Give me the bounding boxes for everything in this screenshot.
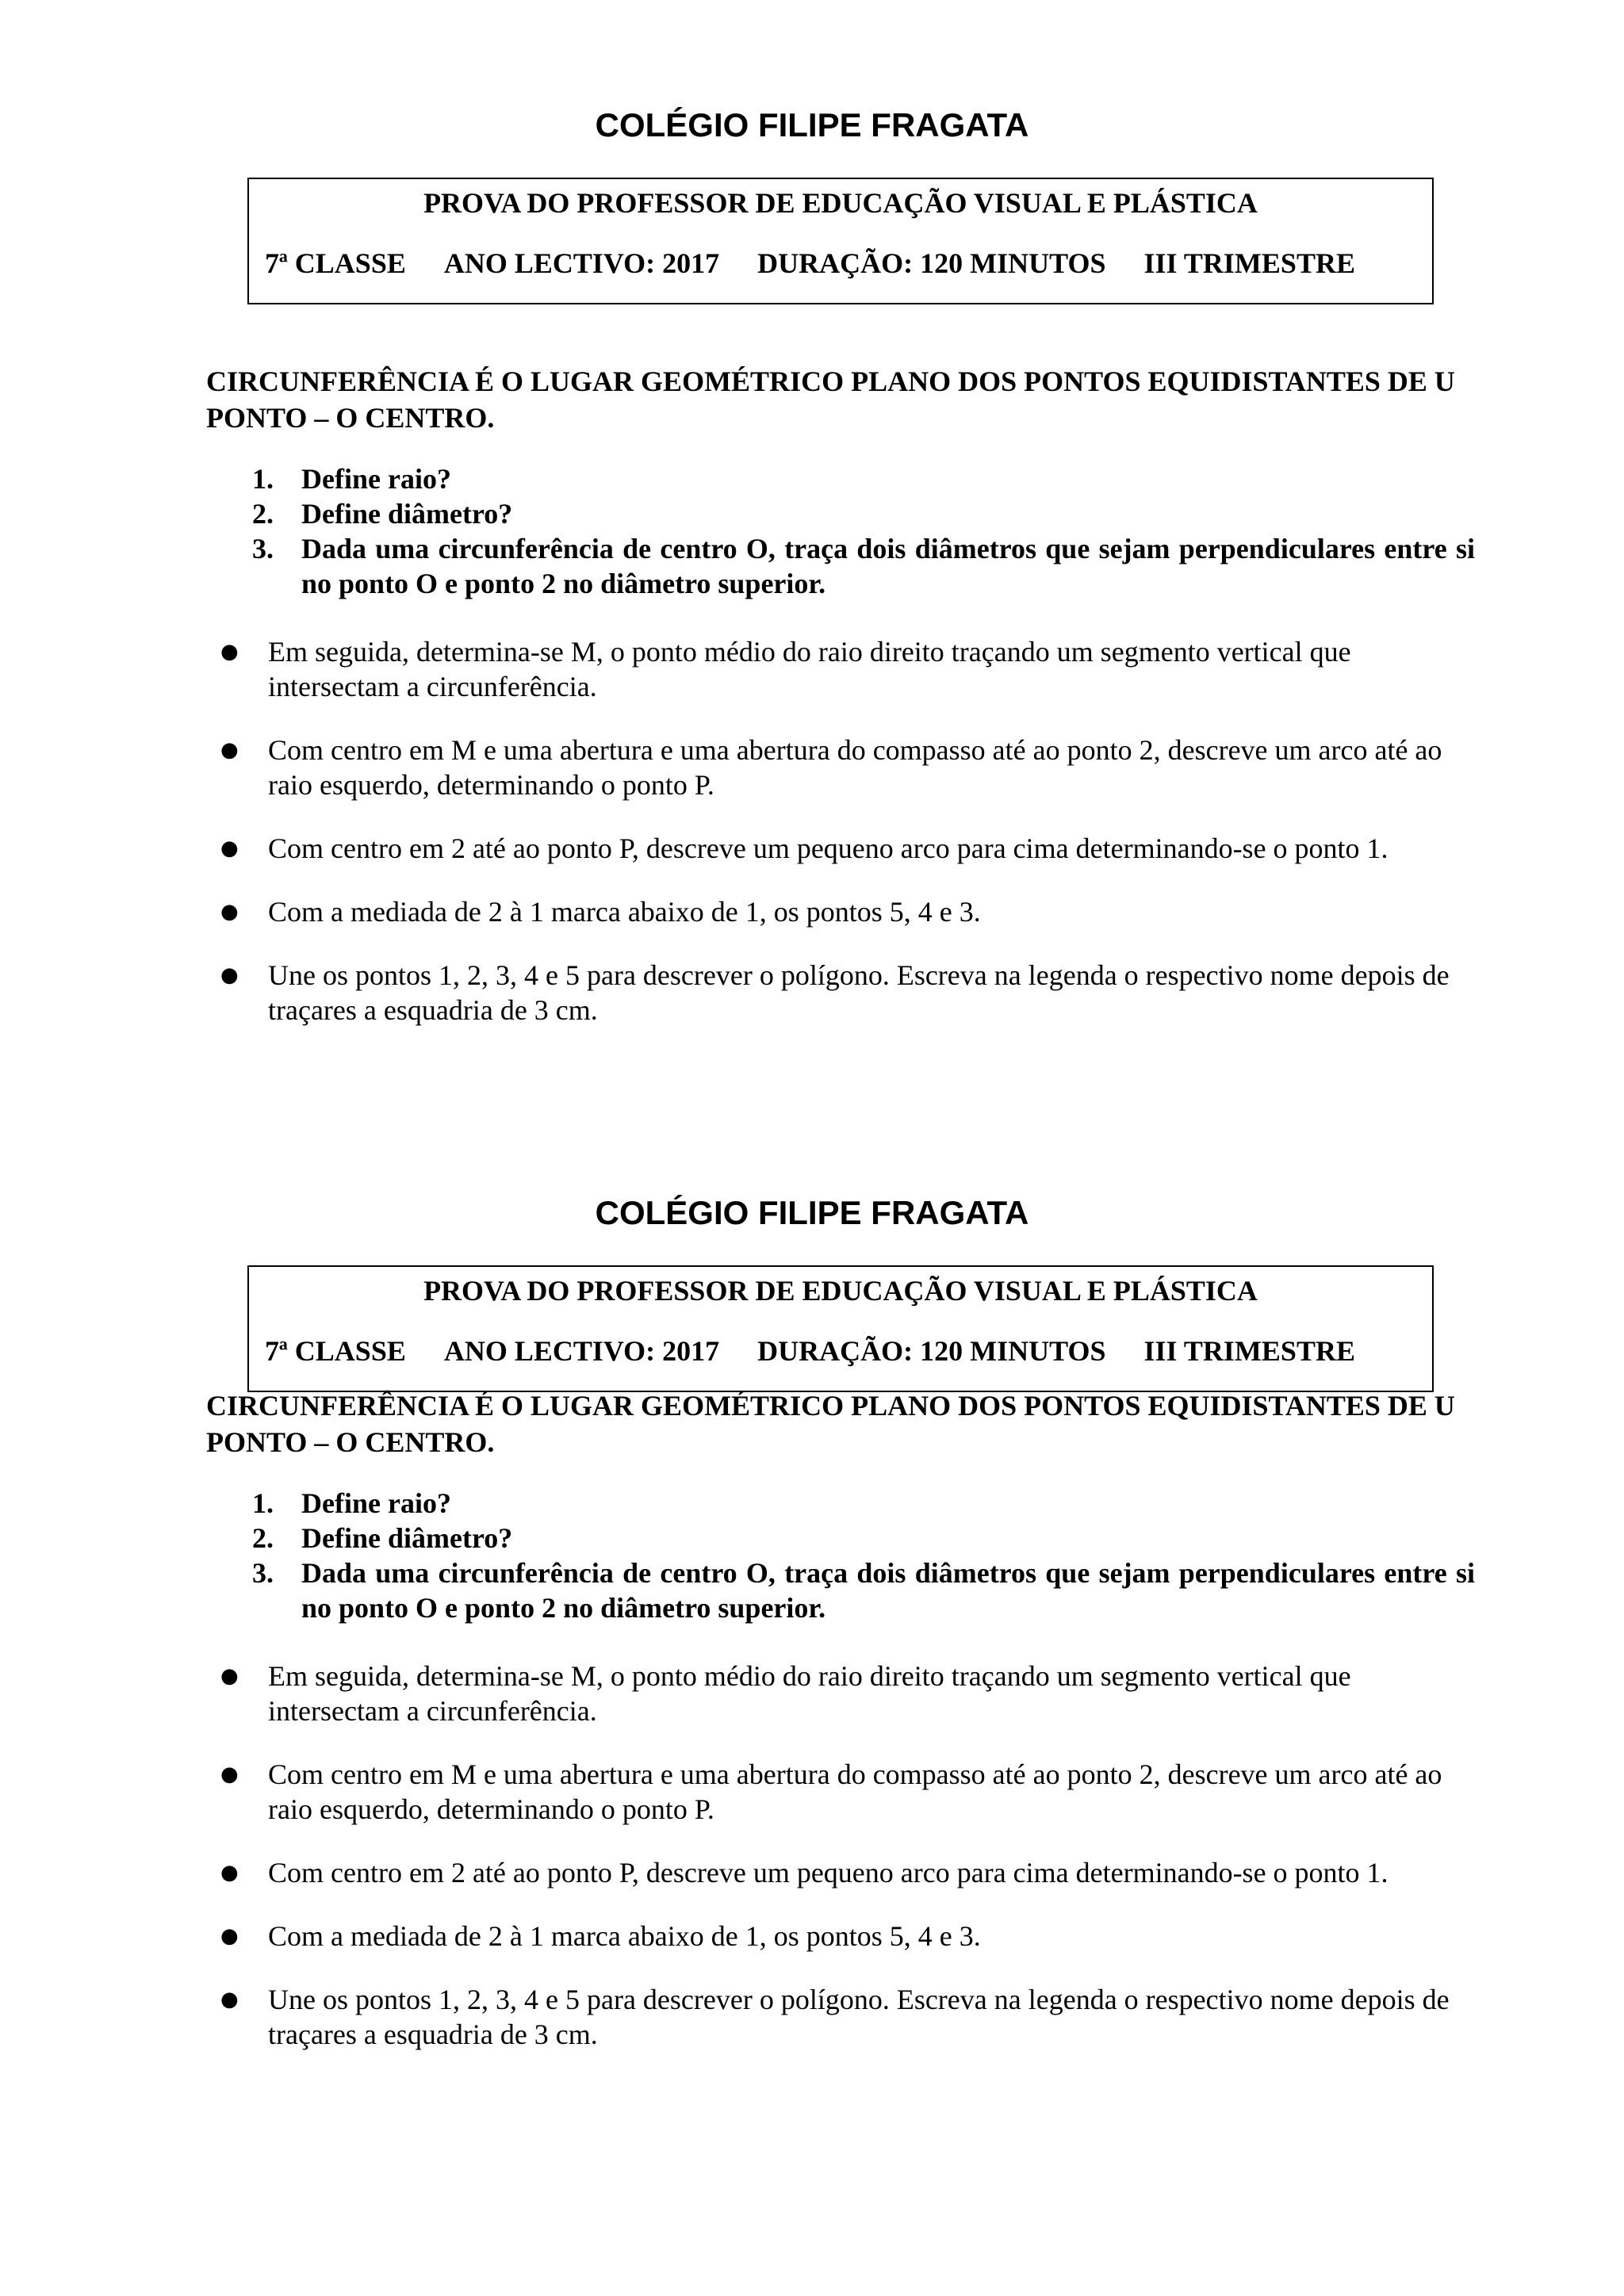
bullet-icon: ● — [220, 1988, 239, 2011]
question-number: 3. — [252, 1557, 274, 1589]
step-text: Em seguida, determina-se M, o ponto médio do raio direito traçando um segmento vertical que intersectam a circunferência. — [268, 1660, 1351, 1727]
exam-header-box — [247, 178, 1434, 304]
bullet-icon: ● — [220, 963, 239, 987]
definition-statement: CIRCUNFERÊNCIA É O LUGAR GEOMÉTRICO PLANO DOS PONTOS EQUIDISTANTES DE U PONTO – O CENTRO. — [206, 365, 1455, 434]
step-item — [217, 1919, 1486, 1954]
question-text: Define diâmetro? — [301, 498, 513, 530]
exam-year: ANO LECTIVO: 2017 — [443, 247, 720, 279]
step-item — [217, 958, 1486, 1027]
bullet-icon: ● — [220, 900, 239, 924]
step-text: Une os pontos 1, 2, 3, 4 e 5 para descrever o polígono. Escreva na legenda o respectivo nome depois de traçares a esquadria de 3 cm. — [268, 959, 1450, 1026]
question-list — [252, 461, 1475, 601]
question-item — [252, 461, 1475, 496]
bullet-icon: ● — [220, 1861, 239, 1885]
step-text: Com centro em M e uma abertura e uma abertura do compasso até ao ponto 2, descreve um arco até ao raio esquerdo, determinando o ponto P. — [268, 734, 1442, 801]
exam-duration: DURAÇÃO: 120 MINUTOS — [757, 247, 1106, 279]
question-number: 2. — [252, 498, 274, 530]
exam-meta — [265, 1332, 1355, 1370]
question-number: 2. — [252, 1522, 274, 1554]
question-text: Define raio? — [301, 463, 451, 495]
bullet-icon: ● — [220, 836, 239, 860]
question-text: Define raio? — [301, 1487, 451, 1519]
bullet-icon: ● — [220, 1664, 239, 1688]
exam-term: III TRIMESTRE — [1143, 1335, 1355, 1367]
exam-duration: DURAÇÃO: 120 MINUTOS — [757, 1335, 1106, 1367]
question-number: 1. — [252, 463, 274, 495]
question-text: Dada uma circunferência de centro O, traça dois diâmetros que sejam perpendiculares entre si no ponto O e ponto 2 no diâmetro superior. — [301, 533, 1475, 599]
exam-title: PROVA DO PROFESSOR DE EDUCAÇÃO VISUAL E PLÁSTICA — [423, 1275, 1258, 1307]
exam-class: 7ª CLASSE — [265, 247, 406, 279]
step-text: Com a mediada de 2 à 1 marca abaixo de 1, os pontos 5, 4 e 3. — [268, 896, 981, 928]
exam-class: 7ª CLASSE — [265, 1335, 406, 1367]
school-title: COLÉGIO FILIPE FRAGATA — [595, 106, 1029, 144]
step-item — [217, 1855, 1486, 1890]
step-item — [217, 1659, 1486, 1728]
step-item — [217, 894, 1486, 929]
step-item — [217, 733, 1486, 802]
step-text: Une os pontos 1, 2, 3, 4 e 5 para descrever o polígono. Escreva na legenda o respectivo nome depois de traçares a esquadria de 3 cm. — [268, 1984, 1450, 2050]
exam-meta — [265, 244, 1355, 282]
question-text: Define diâmetro? — [301, 1522, 513, 1554]
question-text: Dada uma circunferência de centro O, traça dois diâmetros que sejam perpendiculares entre si no ponto O e ponto 2 no diâmetro superior. — [301, 1557, 1475, 1624]
exam-term: III TRIMESTRE — [1143, 247, 1355, 279]
step-item — [217, 1757, 1486, 1827]
bullet-icon: ● — [220, 1762, 239, 1786]
bullet-icon: ● — [220, 640, 239, 664]
step-text: Com centro em 2 até ao ponto P, descreve um pequeno arco para cima determinando-se o ponto 1. — [268, 1857, 1388, 1888]
instruction-steps — [217, 1659, 1486, 2080]
question-list — [252, 1486, 1475, 1625]
exam-header-box — [247, 1265, 1434, 1392]
question-item — [252, 531, 1475, 601]
question-item — [252, 1556, 1475, 1625]
step-item — [217, 634, 1486, 704]
bullet-icon: ● — [220, 1924, 239, 1948]
step-text: Com centro em 2 até ao ponto P, descreve um pequeno arco para cima determinando-se o ponto 1. — [268, 832, 1388, 864]
exam-year: ANO LECTIVO: 2017 — [443, 1335, 720, 1367]
question-number: 1. — [252, 1487, 274, 1519]
question-item — [252, 1486, 1475, 1521]
step-item — [217, 831, 1486, 866]
step-text: Em seguida, determina-se M, o ponto médio do raio direito traçando um segmento vertical que intersectam a circunferência. — [268, 636, 1351, 702]
question-number: 3. — [252, 533, 274, 564]
exam-title: PROVA DO PROFESSOR DE EDUCAÇÃO VISUAL E PLÁSTICA — [423, 187, 1258, 219]
step-text: Com a mediada de 2 à 1 marca abaixo de 1, os pontos 5, 4 e 3. — [268, 1920, 981, 1952]
step-item — [217, 1982, 1486, 2052]
school-title: COLÉGIO FILIPE FRAGATA — [595, 1194, 1029, 1231]
step-text: Com centro em M e uma abertura e uma abertura do compasso até ao ponto 2, descreve um arco até ao raio esquerdo, determinando o ponto P. — [268, 1758, 1442, 1825]
bullet-icon: ● — [220, 738, 239, 762]
definition-statement: CIRCUNFERÊNCIA É O LUGAR GEOMÉTRICO PLANO DOS PONTOS EQUIDISTANTES DE U PONTO – O CENTRO. — [206, 1390, 1455, 1458]
question-item — [252, 496, 1475, 531]
question-item — [252, 1521, 1475, 1556]
instruction-steps — [217, 634, 1486, 1056]
